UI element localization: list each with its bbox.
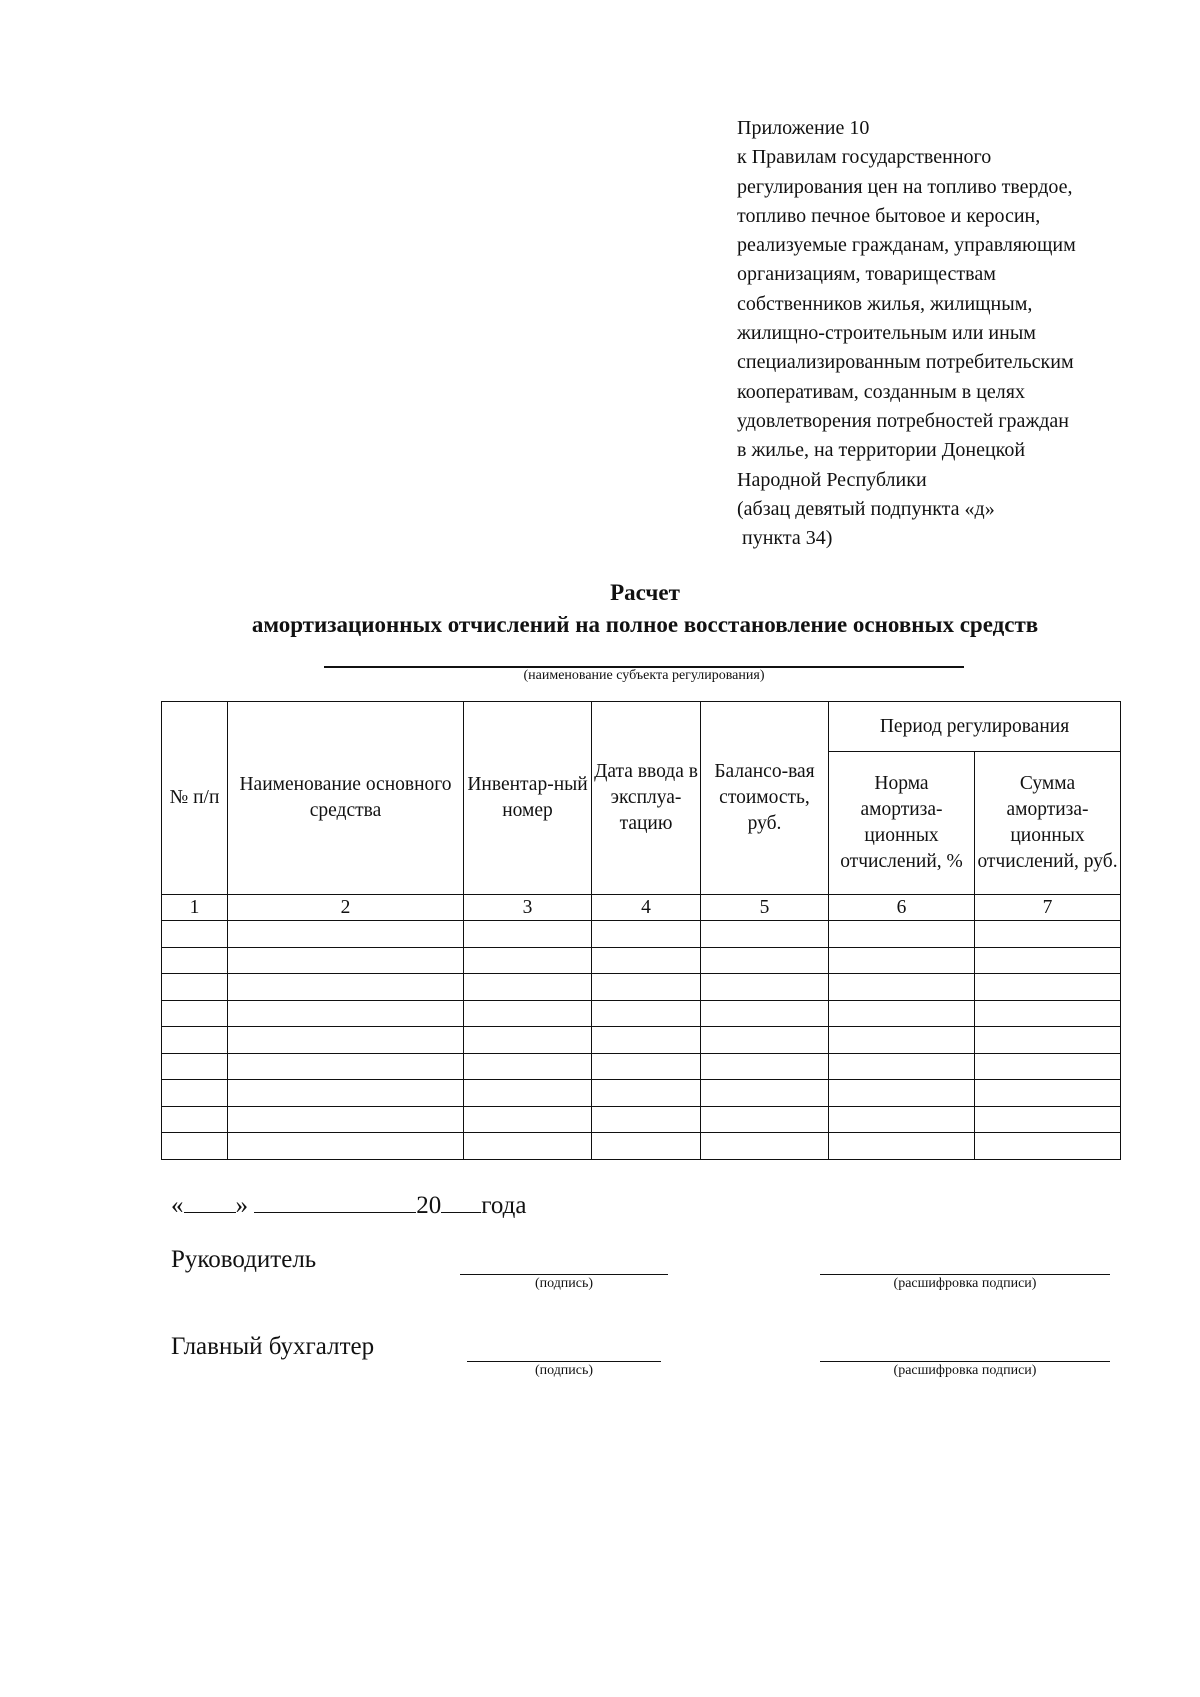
header-regulation-period: Период регулирования bbox=[829, 702, 1121, 752]
table-cell[interactable] bbox=[829, 974, 975, 1001]
table-cell[interactable] bbox=[592, 974, 701, 1001]
appendix-line: Народной Республики bbox=[737, 468, 927, 491]
month-field[interactable] bbox=[254, 1188, 416, 1213]
table-cell[interactable] bbox=[592, 947, 701, 974]
table-row bbox=[162, 1080, 1121, 1107]
chief-accountant-signature-caption: (подпись) bbox=[534, 1363, 594, 1378]
header-depreciation-rate: Норма амортиза-ционных отчислений, % bbox=[829, 752, 975, 895]
table-cell[interactable] bbox=[975, 1080, 1121, 1107]
table-cell[interactable] bbox=[228, 1106, 464, 1133]
appendix-line: в жилье, на территории Донецкой bbox=[737, 439, 1026, 462]
appendix-line: регулирования цен на топливо твердое, bbox=[737, 175, 1073, 198]
table-cell[interactable] bbox=[228, 1027, 464, 1054]
appendix-line: Приложение 10 bbox=[737, 117, 870, 139]
table-cell[interactable] bbox=[162, 1106, 228, 1133]
table-cell[interactable] bbox=[701, 1000, 829, 1027]
table-cell[interactable] bbox=[829, 921, 975, 948]
table-cell[interactable] bbox=[975, 1106, 1121, 1133]
head-signature-field[interactable] bbox=[460, 1274, 668, 1275]
table-cell[interactable] bbox=[228, 921, 464, 948]
head-name-decoding-field[interactable] bbox=[820, 1274, 1110, 1275]
appendix-line: специализированным потребительским bbox=[737, 351, 1074, 374]
chief-accountant-decoding-caption: (расшифровка подписи) bbox=[893, 1363, 1037, 1378]
table-cell[interactable] bbox=[228, 947, 464, 974]
table-cell[interactable] bbox=[464, 1053, 592, 1080]
table-cell[interactable] bbox=[829, 1027, 975, 1054]
chief-accountant-name-decoding-field[interactable] bbox=[820, 1361, 1110, 1362]
depreciation-table bbox=[161, 701, 1121, 1160]
table-cell[interactable] bbox=[162, 1027, 228, 1054]
appendix-line: жилищно-строительным или иным bbox=[737, 322, 1036, 345]
table-cell[interactable] bbox=[162, 1053, 228, 1080]
table-row bbox=[162, 1133, 1121, 1160]
table-row bbox=[162, 974, 1121, 1001]
table-cell[interactable] bbox=[829, 1080, 975, 1107]
table-cell[interactable] bbox=[975, 974, 1121, 1001]
table-cell[interactable] bbox=[162, 1133, 228, 1160]
table-cell[interactable] bbox=[162, 1080, 228, 1107]
header-asset-name: Наименование основного средства bbox=[228, 702, 464, 895]
year-suffix: года bbox=[481, 1192, 527, 1219]
table-cell[interactable] bbox=[975, 921, 1121, 948]
table-cell[interactable] bbox=[975, 1053, 1121, 1080]
header-inventory-number: Инвентар-ный номер bbox=[464, 702, 592, 895]
table-cell[interactable] bbox=[228, 1053, 464, 1080]
appendix-line: (абзац девятый подпункта «д» bbox=[737, 497, 995, 520]
table-cell[interactable] bbox=[464, 1000, 592, 1027]
table-cell[interactable] bbox=[701, 1133, 829, 1160]
close-quote: » bbox=[235, 1192, 248, 1219]
appendix-line: организациям, товариществам bbox=[737, 263, 996, 286]
subject-name-caption: (наименование субъекта регулирования) bbox=[523, 668, 765, 683]
table-cell[interactable] bbox=[829, 1106, 975, 1133]
table-cell[interactable] bbox=[829, 947, 975, 974]
appendix-line: кооперативам, созданным в целях bbox=[737, 380, 1025, 403]
table-cell[interactable] bbox=[228, 1133, 464, 1160]
column-number: 2 bbox=[228, 895, 464, 921]
year-field[interactable] bbox=[441, 1188, 481, 1213]
column-number: 5 bbox=[701, 895, 829, 921]
table-cell[interactable] bbox=[592, 1027, 701, 1054]
header-row-number: № п/п bbox=[162, 702, 228, 895]
column-number: 1 bbox=[162, 895, 228, 921]
table-cell[interactable] bbox=[464, 1106, 592, 1133]
table-cell[interactable] bbox=[228, 974, 464, 1001]
table-cell[interactable] bbox=[464, 1027, 592, 1054]
table-cell[interactable] bbox=[829, 1000, 975, 1027]
table-cell[interactable] bbox=[701, 1027, 829, 1054]
table-cell[interactable] bbox=[701, 1080, 829, 1107]
table-cell[interactable] bbox=[829, 1053, 975, 1080]
table-cell[interactable] bbox=[464, 921, 592, 948]
header-commission-date: Дата ввода в эксплуа-тацию bbox=[592, 702, 701, 895]
head-decoding-caption: (расшифровка подписи) bbox=[893, 1276, 1037, 1291]
table-cell[interactable] bbox=[162, 974, 228, 1001]
table-cell[interactable] bbox=[464, 1080, 592, 1107]
table-row bbox=[162, 947, 1121, 974]
table-cell[interactable] bbox=[162, 947, 228, 974]
appendix-line: к Правилам государственного bbox=[737, 146, 992, 169]
appendix-line: удовлетворения потребностей граждан bbox=[737, 409, 1070, 432]
table-cell[interactable] bbox=[701, 947, 829, 974]
column-number: 7 bbox=[975, 895, 1121, 921]
header-depreciation-amount: Сумма амортиза-ционных отчислений, руб. bbox=[975, 752, 1121, 895]
table-cell[interactable] bbox=[592, 1106, 701, 1133]
appendix-reference bbox=[737, 114, 1157, 553]
day-field[interactable] bbox=[184, 1188, 236, 1213]
column-number: 4 bbox=[592, 895, 701, 921]
table-cell[interactable] bbox=[162, 1000, 228, 1027]
table-cell[interactable] bbox=[975, 947, 1121, 974]
table-row bbox=[162, 1000, 1121, 1027]
table-cell[interactable] bbox=[975, 1133, 1121, 1160]
chief-accountant-signature-field[interactable] bbox=[467, 1361, 661, 1362]
table-cell[interactable] bbox=[975, 1000, 1121, 1027]
document-subtitle: амортизационных отчислений на полное восстановление основных средств bbox=[251, 612, 1039, 637]
date-line bbox=[171, 1188, 526, 1220]
appendix-line: топливо печное бытовое и керосин, bbox=[737, 204, 1041, 227]
table-cell[interactable] bbox=[701, 921, 829, 948]
head-label: Руководитель bbox=[171, 1246, 317, 1273]
table-cell[interactable] bbox=[701, 974, 829, 1001]
column-number: 3 bbox=[464, 895, 592, 921]
table-cell[interactable] bbox=[975, 1027, 1121, 1054]
table-cell[interactable] bbox=[162, 921, 228, 948]
table-cell[interactable] bbox=[829, 1133, 975, 1160]
header-book-value: Балансо-вая стоимость, руб. bbox=[701, 702, 829, 895]
table-cell[interactable] bbox=[464, 974, 592, 1001]
appendix-line: реализуемые гражданам, управляющим bbox=[737, 234, 1076, 257]
table-cell[interactable] bbox=[464, 1133, 592, 1160]
table-cell[interactable] bbox=[228, 1080, 464, 1107]
table-cell[interactable] bbox=[464, 947, 592, 974]
table-cell[interactable] bbox=[592, 1133, 701, 1160]
table-cell[interactable] bbox=[701, 1106, 829, 1133]
appendix-line: пункта 34) bbox=[742, 527, 833, 550]
chief-accountant-label: Главный бухгалтер bbox=[171, 1333, 375, 1360]
appendix-line: собственников жилья, жилищным, bbox=[737, 292, 1033, 315]
table-cell[interactable] bbox=[592, 1080, 701, 1107]
table-cell[interactable] bbox=[592, 1000, 701, 1027]
document-title: Расчет bbox=[610, 580, 680, 605]
table-row bbox=[162, 1106, 1121, 1133]
table-cell[interactable] bbox=[228, 1000, 464, 1027]
table-row bbox=[162, 1053, 1121, 1080]
year-prefix: 20 bbox=[416, 1192, 442, 1219]
table-cell[interactable] bbox=[592, 1053, 701, 1080]
head-signature-caption: (подпись) bbox=[534, 1276, 594, 1291]
table-row bbox=[162, 1027, 1121, 1054]
table-row bbox=[162, 921, 1121, 948]
column-number-row bbox=[162, 895, 1121, 921]
table-cell[interactable] bbox=[592, 921, 701, 948]
open-quote: « bbox=[171, 1192, 184, 1219]
table-cell[interactable] bbox=[701, 1053, 829, 1080]
column-number: 6 bbox=[829, 895, 975, 921]
